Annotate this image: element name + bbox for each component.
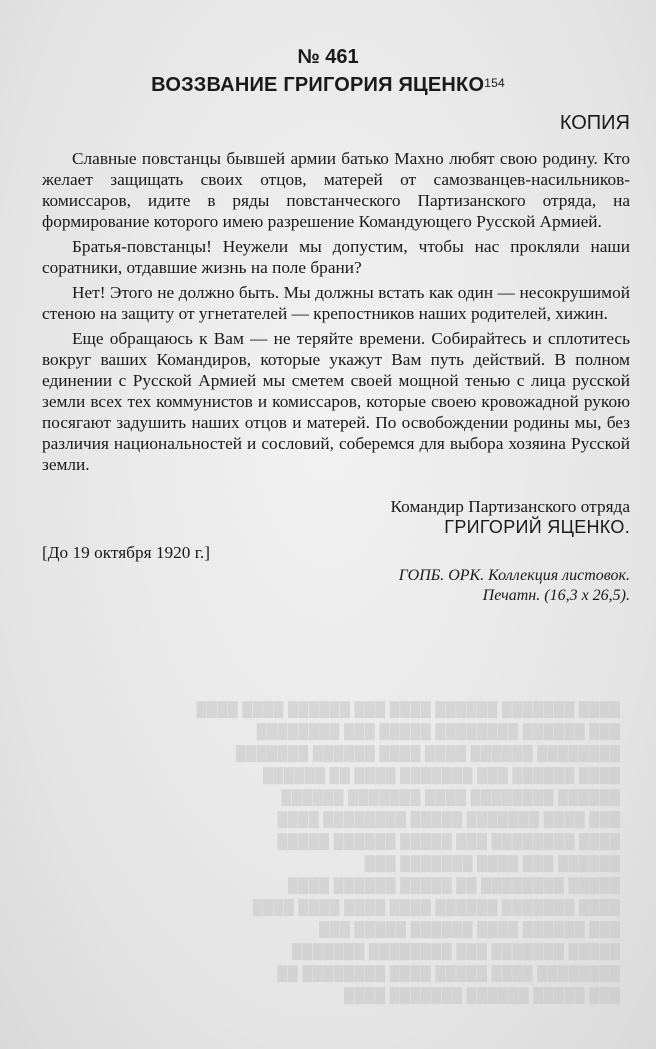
signature-title: Командир Партизанского отряда bbox=[390, 497, 630, 516]
bleed-through-background: ████ ███████ ██████ ████ ███ ██████ ████ ████ ███ ██████ ████████ █████ ███ ████████ ████████ ██████ ████ ████ ██████ ███████ ████ ██████ ███ ███████ ████ ██ ██████ ██████ ████████ ████ ███████ ██████ ███ ████ ███████ █████ ████████ ████ ████ ████████ ███ █████ ██████ █████ ██████ ███ ████ ███████ ███ █████ ████████ ██ █████ ██████ ████ ████ ███████ ██████ ████ ████ ████ ████ ███ ██████ ████ ██████ █████ ███ █████ ███████ ███ ████████ ███████ ████████ ████ █████ ████ ████████ ██ ███ █████ ██████ ███████ ████ bbox=[196, 703, 620, 1004]
document-title-text: ВОЗЗВАНИЕ ГРИГОРИЯ ЯЦЕНКО bbox=[151, 74, 485, 96]
body-text bbox=[42, 148, 630, 479]
paragraph: Братья-повстанцы! Неужели мы допустим, чтобы нас прокляли наши соратники, отдавшие жизнь на поле брани? bbox=[42, 237, 630, 277]
paragraph: Еще обращаюсь к Вам — не теряйте времени. Собирайтесь и сплотитесь вокруг ваших Командиров, которые укажут Вам путь действий. В полном единении с Русской Армией мы сметем своей мощной тенью с лица русской земли всех тех коммунистов и комиссаров, которые своею кровожадной рукою посягают задушить наших отцов и матерей. По освобождении родины мы, без различия национальностей и сословий, соберемся для выбора хозяина Русской земли. bbox=[42, 329, 630, 474]
date-note: [До 19 октября 1920 г.] bbox=[42, 543, 210, 562]
document-number: № 461 bbox=[297, 46, 359, 68]
footnote-reference: 154 bbox=[484, 76, 505, 90]
source-citation bbox=[399, 566, 630, 606]
paragraph: Нет! Этого не должно быть. Мы должны встать как один — несокрушимой стеною на защиту от угнетателей — крепостников наших родителей, хижин. bbox=[42, 283, 630, 323]
paragraph: Славные повстанцы бывшей армии батько Махно любят свою родину. Кто желает защищать своих отцов, матерей от самозванцев-насильников-комиссаров, идите в ряды повстанческого Партизанского отряда, на формирование которого имею разрешение Командующего Русской Армией. bbox=[42, 149, 630, 231]
source-line-1: ГОПБ. ОРК. Коллекция листовок. bbox=[398, 567, 630, 584]
source-line-2: Печатн. (16,3 х 26,5). bbox=[482, 587, 630, 604]
signature-block bbox=[391, 496, 631, 538]
document-title bbox=[0, 74, 656, 97]
signature-name: ГРИГОРИЙ ЯЦЕНКО. bbox=[444, 517, 630, 537]
copy-label: КОПИЯ bbox=[559, 112, 630, 134]
